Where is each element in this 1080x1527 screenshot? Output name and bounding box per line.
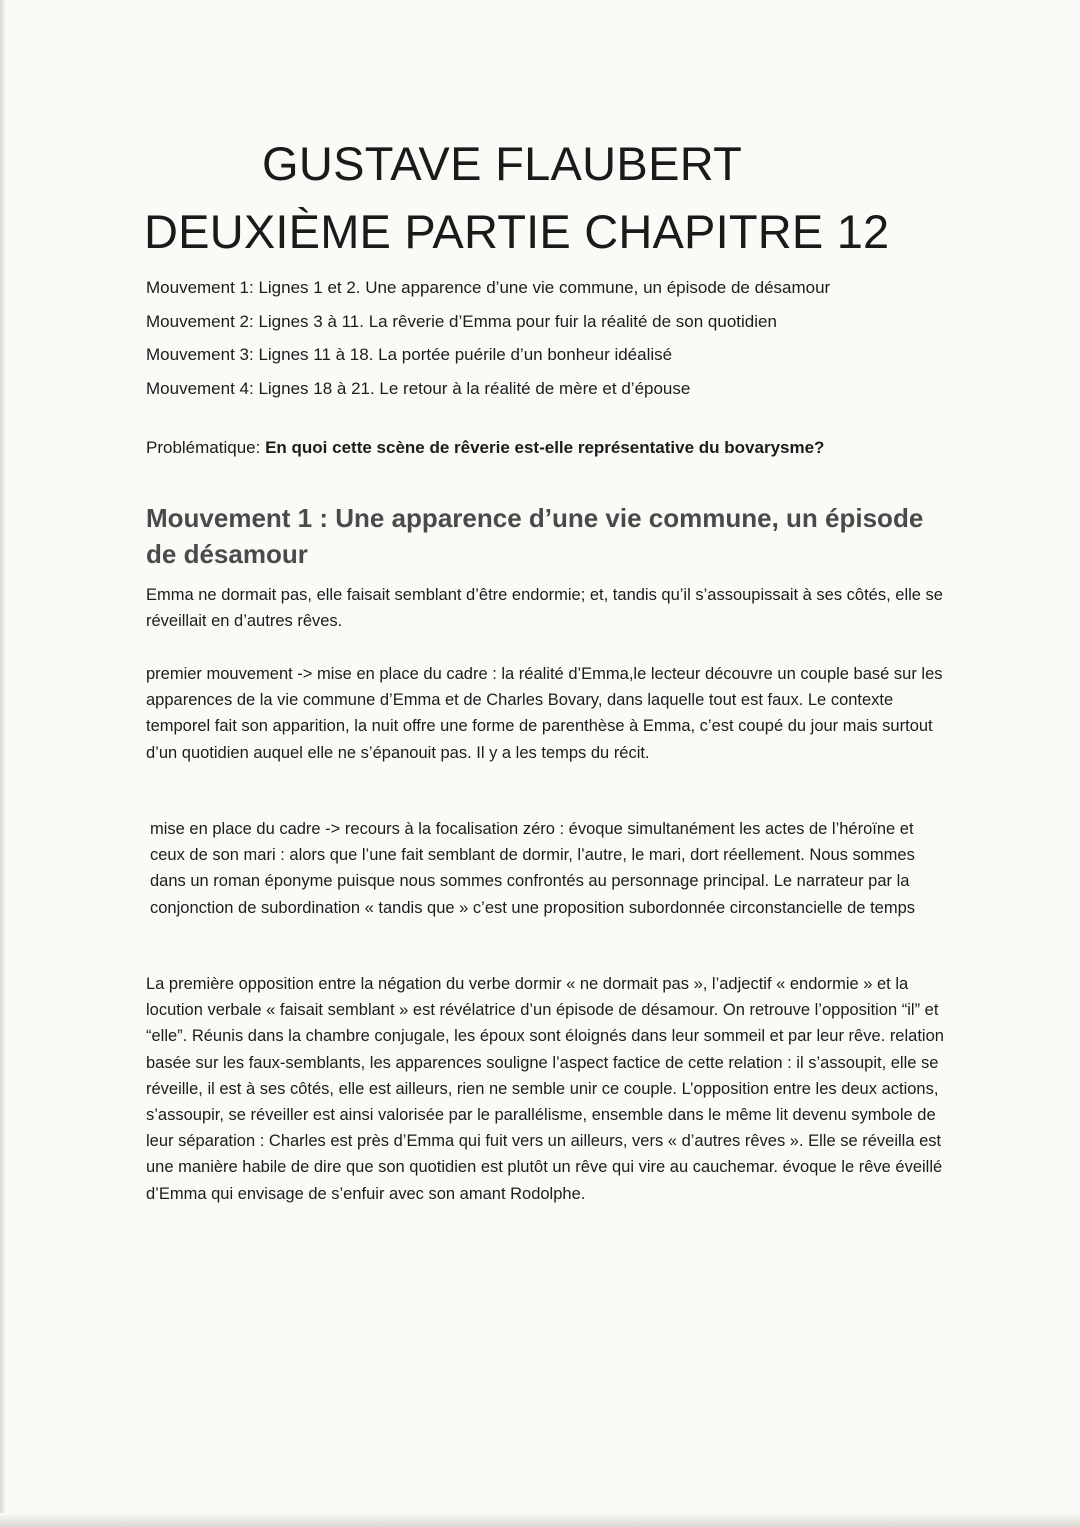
movement-item-1: Mouvement 1: Lignes 1 et 2. Une apparence d’une vie commune, un épisode de désamour: [146, 278, 831, 297]
movement-item-4: Mouvement 4: Lignes 18 à 21. Le retour à la réalité de mère et d’épouse: [146, 378, 691, 398]
movements-list: [146, 271, 830, 405]
paragraph-quote: Emma ne dormait pas, elle faisait semblant d’être endormie; et, tandis qu’il s’assoupissait à ses côtés, elle se réveillait en d’autres rêves.: [146, 586, 943, 631]
paragraph-focalisation: mise en place du cadre -> recours à la focalisation zéro : évoque simultanément les actes de l’héroïne et ceux de son mari : alors que l’une fait semblant de dormir, l’autre, le mari, dort réellement. Nous sommes dans un roman éponyme puisque nous sommes confrontés au personnage principal. Le narrateur par la conjonction de subordination « tandis que » c’est une proposition subordonnée circonstancielle de temps: [150, 820, 916, 917]
title-author: GUSTAVE FLAUBERT: [262, 137, 743, 190]
paragraph-premier-mouvement: premier mouvement -> mise en place du cadre : la réalité d’Emma,le lecteur découvre un couple basé sur les apparences de la vie commune d’Emma et de Charles Bovary, dans laquelle tout est faux. Le contexte temporel fait son apparition, la nuit offre une forme de parenthèse à Emma, c’est coupé du jour mais surtout d’un quotidien auquel elle ne s’épanouit pas. Il y a les temps du récit.: [146, 665, 943, 762]
section-heading: Mouvement 1 : Une apparence d’une vie commune, un épisode de désamour: [146, 503, 924, 569]
title-chapter: DEUXIÈME PARTIE CHAPITRE 12: [144, 205, 890, 258]
problematique-label: Problématique:: [146, 438, 266, 457]
movement-item-2: Mouvement 2: Lignes 3 à 11. La rêverie d’Emma pour fuir la réalité de son quotidien: [146, 311, 777, 331]
problematique: [146, 438, 824, 458]
movement-item-3: Mouvement 3: Lignes 11 à 18. La portée puérile d’un bonheur idéalisé: [146, 345, 673, 364]
problematique-question: En quoi cette scène de rêverie est-elle représentative du bovarysme?: [265, 438, 825, 457]
paragraph-opposition: La première opposition entre la négation du verbe dormir « ne dormait pas », l’adjectif « endormie » et la locution verbale « faisait semblant » est révélatrice d’un épisode de désamour. On retrouve l’opposition “il” et “elle”. Réunis dans la chambre conjugale, les époux sont éloignés dans leur sommeil et par leur rêve. relation basée sur les faux-semblants, les apparences souligne l’aspect factice de cette relation : il s’assoupit, elle se réveille, il est à ses côtés, elle est ailleurs, rien ne semble unir ce couple. L’opposition entre les deux actions, s’assoupir, se réveiller est ainsi valorisée par le parallélisme, ensemble dans le même lit devenu symbole de leur séparation : Charles est près d’Emma qui fuit vers un ailleurs, vers « d’autres rêves ». Elle se réveilla est une manière habile de dire que son quotidien est plutôt un rêve qui vire au cauchemar. évoque le rêve éveillé d’Emma qui envisage de s’enfuir avec son amant Rodolphe.: [146, 975, 944, 1203]
